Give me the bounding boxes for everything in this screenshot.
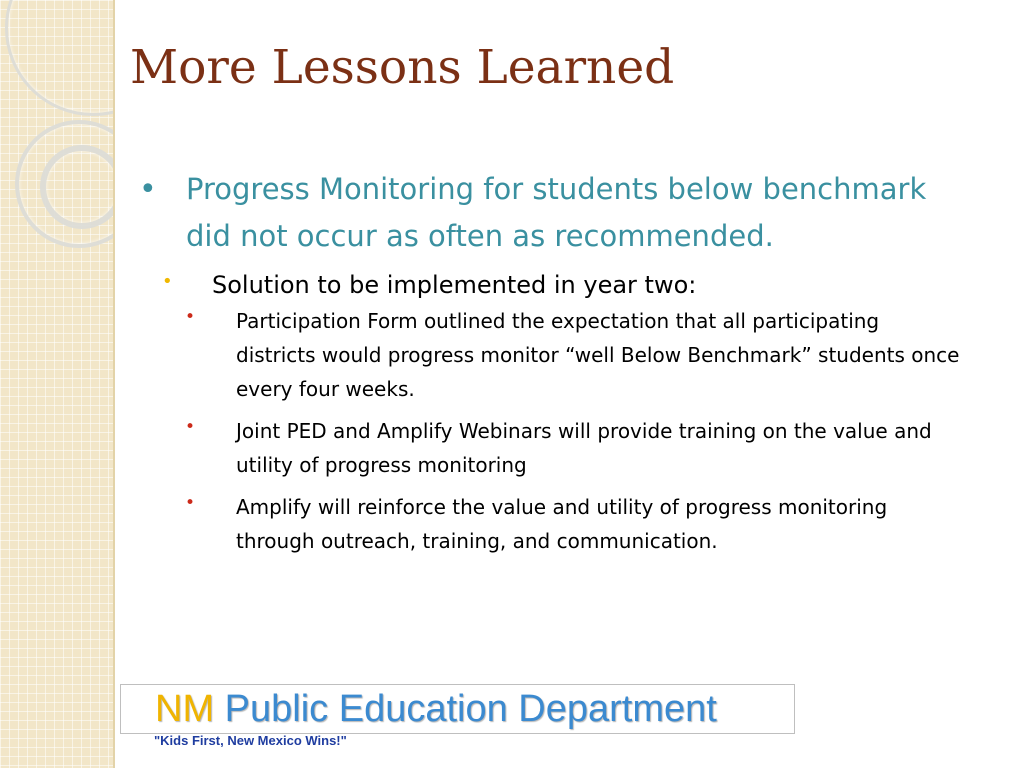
slide-title: More Lessons Learned <box>130 40 675 95</box>
decorative-sidebar <box>0 0 113 768</box>
decorative-ring <box>5 0 113 116</box>
bullet-level-1 <box>139 166 960 260</box>
bullet-text: Progress Monitoring for students below benchmark did not occur as often as recommended. <box>186 172 927 253</box>
footer-tagline: "Kids First, New Mexico Wins!" <box>154 733 347 748</box>
bullet-dot-icon: • <box>185 417 196 437</box>
bullet-level-3 <box>185 414 960 482</box>
bullet-text: Joint PED and Amplify Webinars will provide training on the value and utility of progress monitoring <box>236 419 932 477</box>
bullet-text: Solution to be implemented in year two: <box>212 271 697 299</box>
bullet-dot-icon: • <box>139 172 157 207</box>
footer-nm: NM <box>155 688 215 730</box>
bullet-text: Participation Form outlined the expectation that all participating districts would progress monitor “well Below Benchmark” students once every four weeks. <box>236 309 960 401</box>
bullet-level-2 <box>162 268 960 302</box>
footer-department: Public Education Department <box>224 688 717 730</box>
footer-title <box>155 685 717 733</box>
sidebar-divider <box>113 0 115 768</box>
footer-banner <box>120 684 795 734</box>
bullet-dot-icon: • <box>185 307 196 327</box>
bullet-text: Amplify will reinforce the value and utility of progress monitoring through outreach, training, and communication. <box>236 495 888 553</box>
bullet-dot-icon: • <box>185 493 196 513</box>
bullet-level-3 <box>185 304 960 406</box>
slide-body <box>140 166 960 558</box>
bullet-dot-icon: • <box>162 271 173 292</box>
bullet-level-3 <box>185 490 960 558</box>
